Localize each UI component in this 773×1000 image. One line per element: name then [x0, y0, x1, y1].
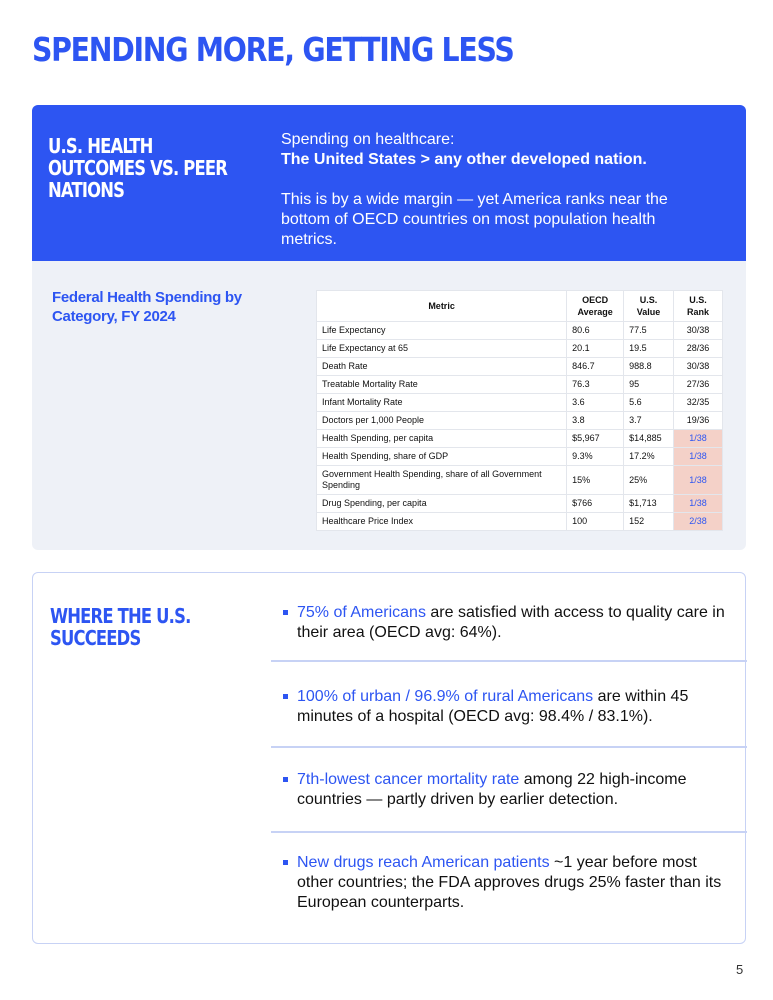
table-row: [317, 466, 723, 495]
cell-metric: Life Expectancy at 65: [317, 340, 567, 358]
cell-metric: Doctors per 1,000 People: [317, 412, 567, 430]
cell-oecd: $5,967: [567, 430, 624, 448]
cell-metric: Drug Spending, per capita: [317, 495, 567, 513]
cell-metric: Health Spending, share of GDP: [317, 448, 567, 466]
cell-rank: 19/36: [674, 412, 723, 430]
cell-us-value: 17.2%: [624, 448, 674, 466]
header-metric: Metric: [317, 291, 567, 322]
cell-oecd: 846.7: [567, 358, 624, 376]
cell-us-value: 152: [624, 513, 674, 531]
table-header-row: [317, 291, 723, 322]
cell-metric: Government Health Spending, share of all Government Spending: [317, 466, 567, 495]
cell-oecd: 100: [567, 513, 624, 531]
page-title: SPENDING MORE, GETTING LESS: [32, 30, 514, 69]
table-row: [317, 358, 723, 376]
bullet-rest: are satisfied with access to quality care in their area (OECD avg: 64%).: [297, 604, 725, 641]
cell-oecd: 9.3%: [567, 448, 624, 466]
cell-oecd: $766: [567, 495, 624, 513]
table-row: [317, 430, 723, 448]
cell-oecd: 80.6: [567, 322, 624, 340]
page-number: 5: [736, 962, 744, 977]
cell-metric: Treatable Mortality Rate: [317, 376, 567, 394]
cell-rank: 30/38: [674, 322, 723, 340]
outcomes-header: [32, 105, 746, 261]
succeeds-panel: [32, 572, 746, 944]
cell-us-value: $1,713: [624, 495, 674, 513]
bullet-highlight: New drugs reach American patients: [297, 854, 550, 871]
cell-rank: 27/36: [674, 376, 723, 394]
outcomes-panel: [32, 105, 746, 550]
list-item: [271, 687, 747, 727]
cell-oecd: 15%: [567, 466, 624, 495]
divider: [271, 660, 747, 662]
bullet-highlight: 100% of urban / 96.9% of rural Americans: [297, 688, 594, 705]
cell-rank-highlighted: 1/38: [674, 430, 723, 448]
cell-oecd: 3.6: [567, 394, 624, 412]
table-row: [317, 448, 723, 466]
table-row: [317, 412, 723, 430]
table-row: [317, 376, 723, 394]
table-row: [317, 513, 723, 531]
cell-metric: Health Spending, per capita: [317, 430, 567, 448]
bullet-square-icon: [283, 777, 288, 782]
bullet-square-icon: [283, 860, 288, 865]
bullet-text: [297, 687, 737, 727]
intro-paragraph: This is by a wide margin — yet America ranks near the bottom of OECD countries on most population health metrics.: [281, 191, 668, 248]
bullet-text: [297, 603, 737, 643]
cell-rank-highlighted: 1/38: [674, 448, 723, 466]
cell-us-value: 95: [624, 376, 674, 394]
outcomes-heading: U.S. HEALTH OUTCOMES VS. PEER NATIONS: [48, 134, 228, 202]
cell-metric: Healthcare Price Index: [317, 513, 567, 531]
cell-us-value: 5.6: [624, 394, 674, 412]
cell-oecd: 3.8: [567, 412, 624, 430]
cell-metric: Life Expectancy: [317, 322, 567, 340]
list-item: [271, 603, 747, 643]
cell-metric: Infant Mortality Rate: [317, 394, 567, 412]
bullet-square-icon: [283, 694, 288, 699]
table-caption: Federal Health Spending by Category, FY 2024: [52, 289, 242, 325]
cell-oecd: 20.1: [567, 340, 624, 358]
intro-line: Spending on healthcare:: [281, 131, 455, 148]
cell-rank: 32/35: [674, 394, 723, 412]
header-us-value: U.S. Value: [624, 291, 674, 322]
table-row: [317, 495, 723, 513]
table-row: [317, 394, 723, 412]
cell-us-value: $14,885: [624, 430, 674, 448]
cell-us-value: 19.5: [624, 340, 674, 358]
bullet-text: [297, 853, 737, 913]
table-row: [317, 322, 723, 340]
bullet-text: [297, 770, 737, 810]
cell-rank: 28/36: [674, 340, 723, 358]
cell-oecd: 76.3: [567, 376, 624, 394]
bullet-square-icon: [283, 610, 288, 615]
divider: [271, 831, 747, 833]
list-item: [271, 770, 747, 810]
bullet-rest: among 22 high-income countries — partly driven by earlier detection.: [297, 771, 687, 808]
cell-metric: Death Rate: [317, 358, 567, 376]
cell-rank-highlighted: 1/38: [674, 495, 723, 513]
divider: [271, 746, 747, 748]
succeeds-heading: WHERE THE U.S. SUCCEEDS: [50, 604, 191, 650]
cell-us-value: 3.7: [624, 412, 674, 430]
outcomes-intro: [281, 130, 701, 250]
cell-us-value: 25%: [624, 466, 674, 495]
bullet-rest: ~1 year before most other countries; the FDA approves drugs 25% faster than its European counterparts.: [297, 854, 722, 911]
metrics-table: [316, 290, 723, 531]
header-us-rank: U.S. Rank: [674, 291, 723, 322]
intro-bold: The United States > any other developed nation.: [281, 151, 647, 168]
cell-rank-highlighted: 2/38: [674, 513, 723, 531]
bullet-highlight: 7th-lowest cancer mortality rate: [297, 771, 520, 788]
cell-rank: 30/38: [674, 358, 723, 376]
header-oecd-average: OECD Average: [567, 291, 624, 322]
list-item: [271, 853, 747, 913]
bullet-rest: are within 45 minutes of a hospital (OECD avg: 98.4% / 83.1%).: [297, 688, 689, 725]
cell-us-value: 988.8: [624, 358, 674, 376]
cell-rank-highlighted: 1/38: [674, 466, 723, 495]
table-row: [317, 340, 723, 358]
bullet-highlight: 75% of Americans: [297, 604, 426, 621]
cell-us-value: 77.5: [624, 322, 674, 340]
